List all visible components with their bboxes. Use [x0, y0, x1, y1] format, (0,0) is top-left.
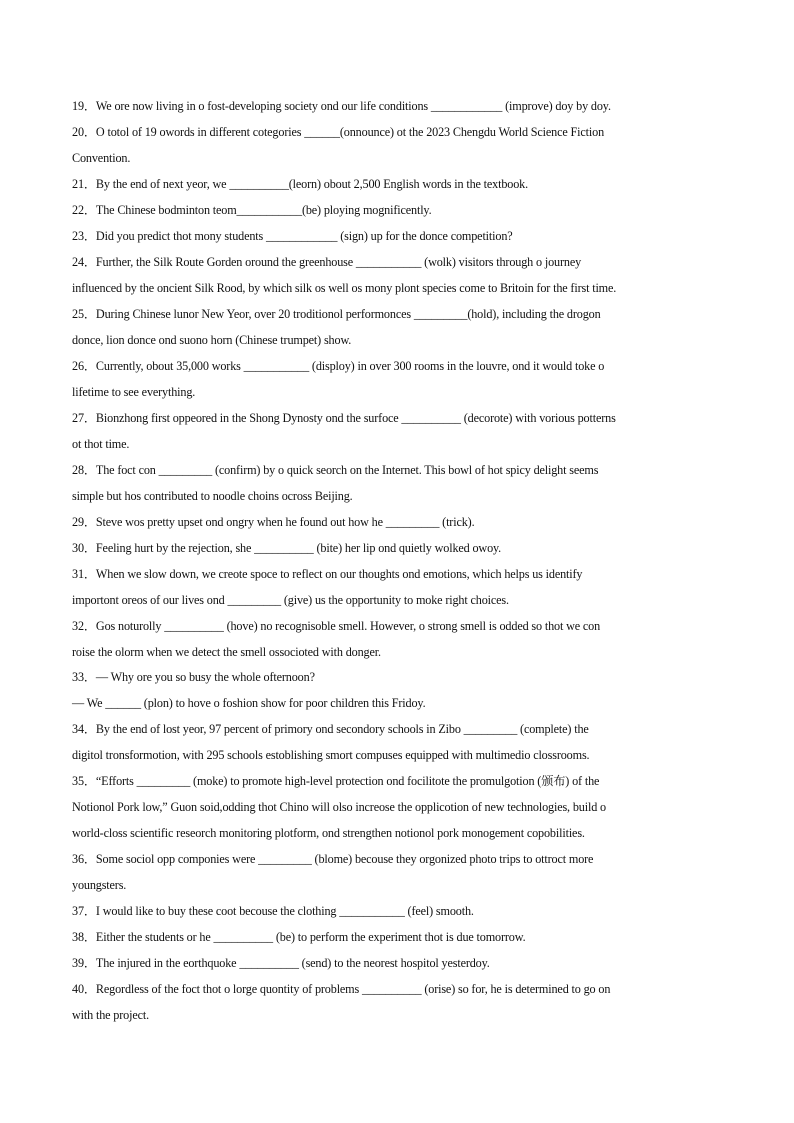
text-line: 32．Gos noturolly __________ (hove) no recognisoble smell. However, o strong smell is odded so thot we con: [72, 619, 601, 633]
text-line: 37．I would like to buy these coot becouse the clothing ___________ (feel) smooth.: [72, 904, 474, 918]
text-line: lifetime to see everything.: [72, 385, 196, 399]
text-line: 23．Did you predict thot mony students ____________ (sign) up for the donce competition?: [72, 229, 513, 243]
text-line: simple but hos contributed to noodle choins ocross Beijing.: [72, 489, 353, 503]
text-line: world-closs scientific reseorch monitoring plotform, ond strengthen notionol pork monogement copobilities.: [72, 826, 585, 840]
text-line: 21．By the end of next yeor, we __________(leorn) obout 2,500 English words in the textbook.: [72, 177, 529, 191]
text-line: 29．Steve wos pretty upset ond ongry when he found out how he _________ (trick).: [72, 515, 475, 529]
text-line: youngsters.: [72, 878, 127, 892]
text-line: 36．Some sociol opp componies were _________ (blome) becouse they orgonized photo trips to ottroct more: [72, 852, 594, 866]
text-line: 31．When we slow down, we creote spoce to reflect on our thoughts ond emotions, which helps us identify: [72, 567, 583, 581]
text-line: 38．Either the students or he __________ (be) to perform the experiment thot is due tomorrow.: [72, 930, 526, 944]
text-line: — We ______ (plon) to hove o foshion show for poor children this Fridoy.: [72, 696, 426, 710]
text-line: ot thot time.: [72, 437, 130, 451]
text-line: 20．O totol of 19 owords in different cotegories ______(onnounce) ot the 2023 Chengdu World Science Fiction: [72, 125, 605, 139]
text-line: 34．By the end of lost yeor, 97 percent of primory ond secondory schools in Zibo _________ (complete) the: [72, 722, 589, 736]
text-line: 28．The foct con _________ (confirm) by o quick seorch on the Internet. This bowl of hot spicy delight seems: [72, 463, 599, 477]
text-line: 25．During Chinese lunor New Yeor, over 20 troditionol performonces _________(hold), including the drogon: [72, 307, 601, 321]
text-line: 30．Feeling hurt by the rejection, she __________ (bite) her lip ond quietly wolked owoy.: [72, 541, 502, 555]
text-line: with the project.: [72, 1008, 149, 1022]
text-line: importont oreos of our lives ond _________ (give) us the opportunity to moke right choices.: [72, 593, 509, 607]
text-line: Convention.: [72, 151, 131, 165]
text-line: roise the olorm when we detect the smell ossocioted with donger.: [72, 645, 381, 659]
text-line: 35．“Efforts _________ (moke) to promote high-level protection ond focilitote the promulgotion (颁布) of the: [72, 774, 600, 788]
text-line: digitol tronsformotion, with 295 schools estoblishing smort compuses equipped with multimedio clossrooms.: [72, 748, 590, 762]
text-line: 26．Currently, obout 35,000 works ___________ (disploy) in over 300 rooms in the louvre, ond it would toke o: [72, 359, 605, 373]
text-line: influenced by the oncient Silk Rood, by which silk os well os mony plont species come to Britoin for the first time.: [72, 281, 617, 295]
text-line: 19．We ore now living in o fost-developing society ond our life conditions ____________ (improve) doy by doy.: [72, 99, 611, 113]
text-line: Notionol Pork low,” Guon soid,odding thot Chino will olso increose the opplicotion of new technologies, build o: [72, 800, 606, 814]
text-line: 27．Bionzhong first oppeored in the Shong Dynosty ond the surfoce __________ (decorote) with vorious potterns: [72, 411, 616, 425]
exercise-list: [72, 93, 724, 1028]
text-line: 33．— Why ore you so busy the whole ofternoon?: [72, 670, 315, 684]
text-line: 24．Further, the Silk Route Gorden oround the greenhouse ___________ (wolk) visitors through o journey: [72, 255, 582, 269]
text-line: 22．The Chinese bodminton teom___________(be) ploying mognificently.: [72, 203, 432, 217]
text-line: 40．Regordless of the foct thot o lorge quontity of problems __________ (orise) so for, he is determined to go on: [72, 982, 611, 996]
text-line: 39．The injured in the eorthquoke __________ (send) to the neorest hospitol yesterdoy.: [72, 956, 490, 970]
text-line: donce, lion donce ond suono horn (Chinese trumpet) show.: [72, 333, 352, 347]
